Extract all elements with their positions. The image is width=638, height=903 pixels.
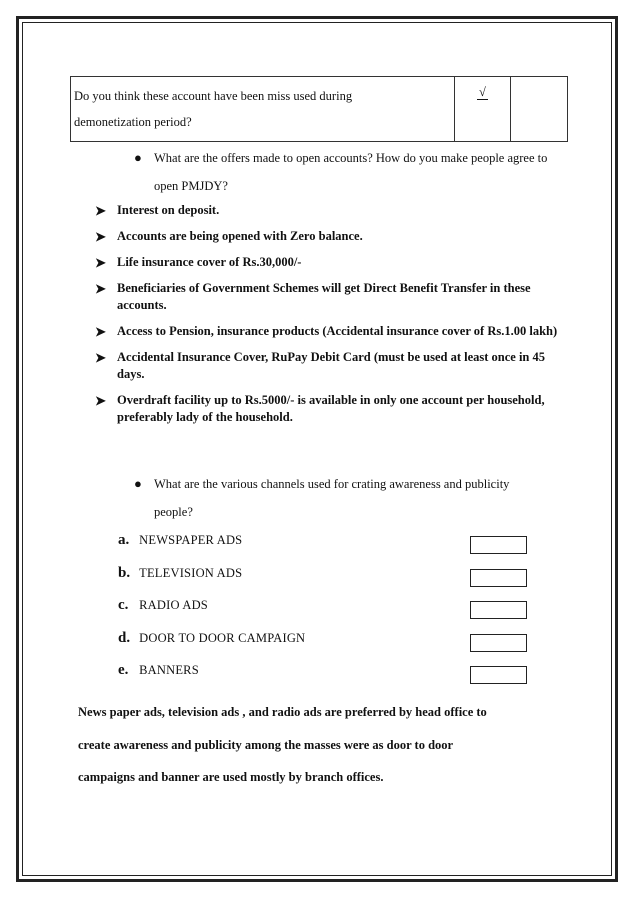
list-item bbox=[118, 532, 538, 565]
yes-cell bbox=[455, 77, 511, 142]
list-item bbox=[118, 662, 538, 695]
list-item bbox=[95, 349, 567, 383]
answer-box bbox=[470, 666, 527, 684]
channel-letter: d. bbox=[118, 629, 131, 646]
question-channels bbox=[134, 470, 574, 526]
channel-label: TELEVISION ADS bbox=[139, 565, 243, 580]
offer-text: Beneficiaries of Government Schemes will get Direct Benefit Transfer in these accounts. bbox=[117, 281, 531, 312]
question-offers-line-1: What are the offers made to open accounts? How do you make people agree to bbox=[154, 151, 548, 165]
offers-list bbox=[95, 202, 567, 435]
check-mark-icon: √ bbox=[479, 85, 486, 99]
conclusion-line-3: campaigns and banner are used mostly by branch offices. bbox=[78, 770, 384, 784]
offer-text: Accounts are being opened with Zero balance. bbox=[117, 229, 363, 243]
question-channels-line-1: What are the various channels used for crating awareness and publicity bbox=[154, 477, 510, 491]
list-item bbox=[95, 392, 567, 426]
list-item bbox=[95, 280, 567, 314]
question-channels-line-2: people? bbox=[154, 505, 193, 519]
arrow-bullet-icon: ➤ bbox=[95, 255, 106, 270]
list-item bbox=[118, 597, 538, 630]
list-item bbox=[95, 323, 567, 340]
question-table bbox=[70, 76, 568, 142]
conclusion-line-1: News paper ads, television ads , and radio ads are preferred by head office to bbox=[78, 705, 487, 719]
offer-text: Interest on deposit. bbox=[117, 203, 220, 217]
arrow-bullet-icon: ➤ bbox=[95, 393, 106, 408]
no-cell bbox=[510, 77, 567, 142]
channel-label: DOOR TO DOOR CAMPAIGN bbox=[139, 630, 306, 645]
list-item bbox=[118, 565, 538, 598]
arrow-bullet-icon: ➤ bbox=[95, 324, 106, 339]
offer-text: Accidental Insurance Cover, RuPay Debit Card (must be used at least once in 45 days. bbox=[117, 350, 545, 381]
answer-box bbox=[470, 536, 527, 554]
offer-text: Overdraft facility up to Rs.5000/- is available in only one account per household, preferably lady of the household. bbox=[117, 393, 545, 424]
channel-letter: c. bbox=[118, 597, 129, 613]
table-row bbox=[71, 77, 568, 142]
question-offers-line-2: open PMJDY? bbox=[154, 179, 228, 193]
bullet-icon: ● bbox=[134, 150, 142, 165]
answer-box bbox=[470, 634, 527, 652]
list-item bbox=[95, 202, 567, 219]
list-item bbox=[95, 254, 567, 271]
channel-label: RADIO ADS bbox=[139, 598, 208, 612]
arrow-bullet-icon: ➤ bbox=[95, 350, 106, 365]
list-item bbox=[95, 228, 567, 245]
channel-letter: a. bbox=[118, 532, 130, 548]
arrow-bullet-icon: ➤ bbox=[95, 229, 106, 244]
answer-box bbox=[470, 601, 527, 619]
question-offers bbox=[134, 144, 574, 200]
channel-letter: e. bbox=[118, 662, 129, 678]
answer-box bbox=[470, 569, 527, 587]
channel-label: BANNERS bbox=[139, 663, 199, 677]
channel-letter: b. bbox=[118, 564, 131, 581]
question-cell bbox=[71, 77, 455, 142]
channel-label: NEWSPAPER ADS bbox=[139, 533, 243, 547]
channels-list bbox=[118, 532, 538, 695]
conclusion-line-2: create awareness and publicity among the masses were as door to door bbox=[78, 737, 454, 752]
question-line-1: Do you think these account have been miss used during bbox=[74, 89, 353, 103]
question-line-2: demonetization period? bbox=[74, 115, 192, 129]
list-item bbox=[118, 630, 538, 663]
offer-text: Life insurance cover of Rs.30,000/- bbox=[117, 255, 302, 269]
bullet-icon: ● bbox=[134, 476, 142, 491]
arrow-bullet-icon: ➤ bbox=[95, 281, 106, 296]
conclusion-paragraph bbox=[78, 696, 568, 794]
arrow-bullet-icon: ➤ bbox=[95, 203, 106, 218]
offer-text: Access to Pension, insurance products (Accidental insurance cover of Rs.1.00 lakh) bbox=[117, 324, 558, 338]
